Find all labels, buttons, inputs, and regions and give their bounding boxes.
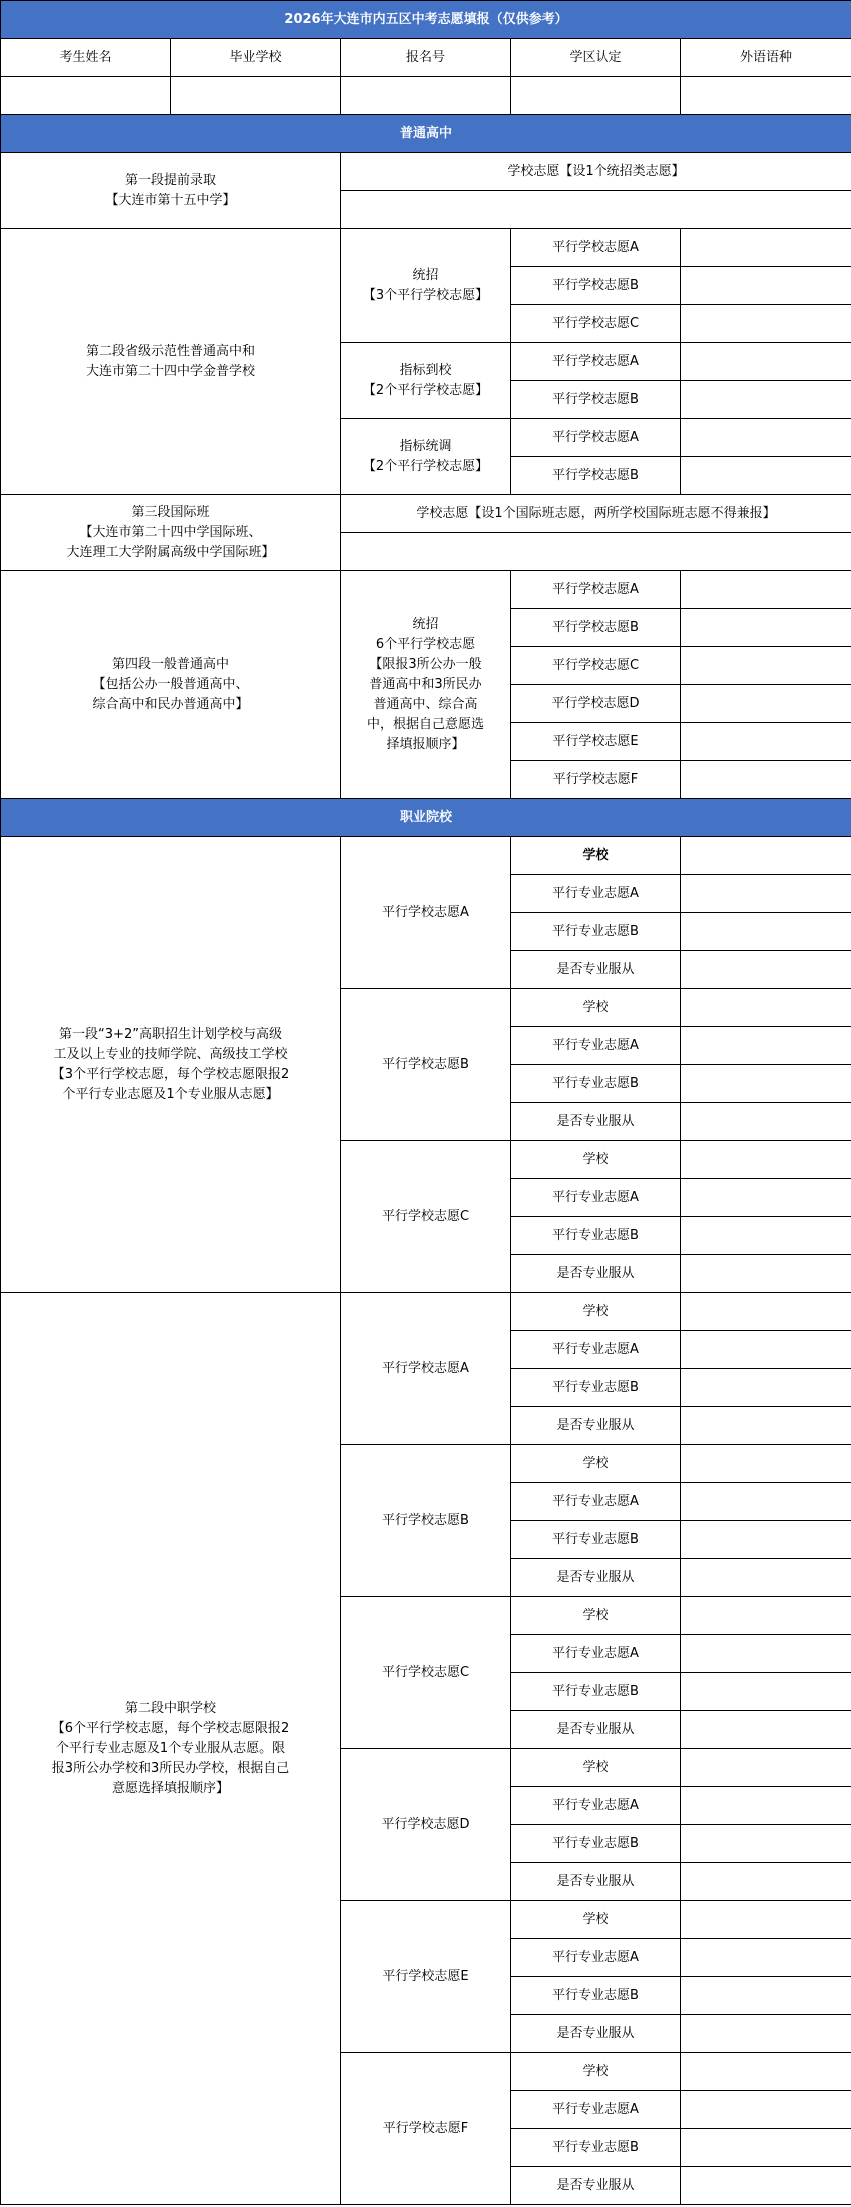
parallel-school-choice-input[interactable] (681, 343, 851, 381)
vocational-field-label: 平行专业志愿A (511, 1027, 681, 1065)
general-stage3-input-cell[interactable] (341, 533, 851, 571)
vocational-field-input[interactable] (681, 2053, 851, 2091)
vocational-field-input[interactable] (681, 1597, 851, 1635)
vocational-field-label: 学校 (511, 837, 681, 875)
general-stage2-group-label: 指标统调 【2个平行学校志愿】 (341, 419, 511, 495)
vocational-field-label: 是否专业服从 (511, 2015, 681, 2053)
vocational-field-input[interactable] (681, 1559, 851, 1597)
vocational-field-input[interactable] (681, 1027, 851, 1065)
vocational-field-label: 是否专业服从 (511, 951, 681, 989)
parallel-school-choice-label: 平行学校志愿B (511, 457, 681, 495)
vocational-field-input[interactable] (681, 1103, 851, 1141)
parallel-school-choice-input[interactable] (681, 647, 851, 685)
parallel-school-choice-input[interactable] (681, 685, 851, 723)
parallel-school-choice-label: 平行学校志愿A (511, 419, 681, 457)
vocational-field-label: 学校 (511, 1749, 681, 1787)
vocational-school-choice-label: 平行学校志愿E (341, 1901, 511, 2053)
vocational-field-label: 平行专业志愿B (511, 2129, 681, 2167)
info-input-row (1, 77, 851, 115)
student-name-cell[interactable] (1, 77, 171, 115)
vocational-field-label: 平行专业志愿A (511, 875, 681, 913)
vocational-field-label: 平行专业志愿A (511, 1635, 681, 1673)
school-district-cell[interactable] (511, 77, 681, 115)
vocational-school-choice-label: 平行学校志愿C (341, 1597, 511, 1749)
vocational-field-label: 平行专业志愿B (511, 1673, 681, 1711)
parallel-school-choice-input[interactable] (681, 609, 851, 647)
vocational-field-input[interactable] (681, 1673, 851, 1711)
registration-number-cell[interactable] (341, 77, 511, 115)
parallel-school-choice-label: 平行学校志愿A (511, 343, 681, 381)
header-school-district: 学区认定 (511, 39, 681, 77)
vocational-field-label: 平行专业志愿A (511, 1939, 681, 1977)
parallel-school-choice-input[interactable] (681, 723, 851, 761)
vocational-field-input[interactable] (681, 1331, 851, 1369)
vocational-stage2-label: 第二段中职学校 【6个平行学校志愿，每个学校志愿限报2 个平行专业志愿及1个专业服从志愿。限 报3所公办学校和3所民办学校，根据自己 意愿选择填报顺序】 (1, 1293, 341, 2205)
vocational-field-input[interactable] (681, 875, 851, 913)
section-header-row (1, 799, 851, 837)
vocational-field-label: 学校 (511, 1901, 681, 1939)
parallel-school-choice-label: 平行学校志愿E (511, 723, 681, 761)
form-title: 2026年大连市内五区中考志愿填报（仅供参考） (1, 1, 851, 39)
general-stage1-input-cell[interactable] (341, 191, 851, 229)
vocational-field-label: 是否专业服从 (511, 1559, 681, 1597)
header-graduate-school: 毕业学校 (171, 39, 341, 77)
vocational-field-label: 是否专业服从 (511, 1103, 681, 1141)
vocational-field-input[interactable] (681, 1635, 851, 1673)
parallel-school-choice-label: 平行学校志愿B (511, 381, 681, 419)
vocational-school-choice-label: 平行学校志愿B (341, 1445, 511, 1597)
parallel-school-choice-input[interactable] (681, 381, 851, 419)
parallel-school-choice-input[interactable] (681, 419, 851, 457)
parallel-school-choice-input[interactable] (681, 229, 851, 267)
vocational-field-input[interactable] (681, 1369, 851, 1407)
vocational-school-choice-label: 平行学校志愿A (341, 1293, 511, 1445)
general-stage1-note: 学校志愿【设1个统招类志愿】 (341, 153, 851, 191)
vocational-field-input[interactable] (681, 1445, 851, 1483)
vocational-field-label: 是否专业服从 (511, 2167, 681, 2205)
parallel-school-choice-input[interactable] (681, 267, 851, 305)
vocational-field-label: 学校 (511, 2053, 681, 2091)
info-header-row (1, 39, 851, 77)
header-foreign-language: 外语语种 (681, 39, 851, 77)
vocational-field-input[interactable] (681, 913, 851, 951)
parallel-school-choice-input[interactable] (681, 571, 851, 609)
vocational-field-label: 平行专业志愿A (511, 1787, 681, 1825)
vocational-field-input[interactable] (681, 1749, 851, 1787)
parallel-school-choice-label: 平行学校志愿A (511, 571, 681, 609)
vocational-field-input[interactable] (681, 1901, 851, 1939)
general-stage3-note: 学校志愿【设1个国际班志愿，两所学校国际班志愿不得兼报】 (341, 495, 851, 533)
general-stage2-row (1, 229, 851, 267)
vocational-field-label: 平行专业志愿B (511, 1521, 681, 1559)
vocational-field-label: 是否专业服从 (511, 1863, 681, 1901)
parallel-school-choice-input[interactable] (681, 305, 851, 343)
vocational-field-input[interactable] (681, 1711, 851, 1749)
header-student-name: 考生姓名 (1, 39, 171, 77)
general-stage2-label: 第二段省级示范性普通高中和 大连市第二十四中学金普学校 (1, 229, 341, 495)
vocational-stage1-label: 第一段“3+2”高职招生计划学校与高级 工及以上专业的技师学院、高级技工学校 【3个平行学校志愿，每个学校志愿限报2 个平行专业志愿及1个专业服从志愿】 (1, 837, 341, 1293)
vocational-field-input[interactable] (681, 1483, 851, 1521)
vocational-field-input[interactable] (681, 989, 851, 1027)
vocational-field-label: 学校 (511, 989, 681, 1027)
vocational-field-label: 是否专业服从 (511, 1711, 681, 1749)
general-stage2-group-label: 指标到校 【2个平行学校志愿】 (341, 343, 511, 419)
vocational-field-label: 平行专业志愿B (511, 1369, 681, 1407)
parallel-school-choice-input[interactable] (681, 761, 851, 799)
vocational-field-input[interactable] (681, 1977, 851, 2015)
parallel-school-choice-label: 平行学校志愿C (511, 305, 681, 343)
general-stage3-row (1, 495, 851, 533)
vocational-field-input[interactable] (681, 1939, 851, 1977)
general-stage2-group-label: 统招 【3个平行学校志愿】 (341, 229, 511, 343)
header-registration-number: 报名号 (341, 39, 511, 77)
vocational-field-input[interactable] (681, 1787, 851, 1825)
vocational-field-input[interactable] (681, 1217, 851, 1255)
vocational-field-label: 平行专业志愿A (511, 2091, 681, 2129)
graduate-school-cell[interactable] (171, 77, 341, 115)
vocational-stage2-row (1, 1293, 851, 1331)
general-stage4-row (1, 571, 851, 609)
vocational-field-label: 平行专业志愿A (511, 1179, 681, 1217)
general-stage1-row (1, 153, 851, 191)
parallel-school-choice-label: 平行学校志愿A (511, 229, 681, 267)
vocational-school-choice-label: 平行学校志愿D (341, 1749, 511, 1901)
vocational-field-label: 平行专业志愿B (511, 1065, 681, 1103)
parallel-school-choice-input[interactable] (681, 457, 851, 495)
parallel-school-choice-label: 平行学校志愿D (511, 685, 681, 723)
vocational-field-label: 平行专业志愿B (511, 1977, 681, 2015)
vocational-field-input[interactable] (681, 2015, 851, 2053)
vocational-field-label: 平行专业志愿B (511, 1825, 681, 1863)
parallel-school-choice-label: 平行学校志愿B (511, 609, 681, 647)
vocational-field-input[interactable] (681, 1179, 851, 1217)
vocational-school-choice-label: 平行学校志愿C (341, 1141, 511, 1293)
vocational-field-input[interactable] (681, 1293, 851, 1331)
general-stage1-label: 第一段提前录取 【大连市第十五中学】 (1, 153, 341, 229)
vocational-school-choice-label: 平行学校志愿A (341, 837, 511, 989)
vocational-field-input[interactable] (681, 2167, 851, 2205)
title-row (1, 1, 851, 39)
vocational-field-label: 学校 (511, 1293, 681, 1331)
section-general-high-school: 普通高中 (1, 115, 851, 153)
vocational-field-label: 平行专业志愿A (511, 1483, 681, 1521)
vocational-field-label: 是否专业服从 (511, 1255, 681, 1293)
vocational-field-input[interactable] (681, 1825, 851, 1863)
vocational-field-input[interactable] (681, 1255, 851, 1293)
vocational-field-label: 平行专业志愿A (511, 1331, 681, 1369)
general-stage4-label: 第四段一般普通高中 【包括公办一般普通高中、 综合高中和民办普通高中】 (1, 571, 341, 799)
foreign-language-cell[interactable] (681, 77, 851, 115)
parallel-school-choice-label: 平行学校志愿C (511, 647, 681, 685)
general-stage4-group-label: 统招 6个平行学校志愿 【限报3所公办一般 普通高中和3所民办 普通高中、综合高 中，根据自己意愿选 择填报顺序】 (341, 571, 511, 799)
vocational-field-input[interactable] (681, 951, 851, 989)
vocational-field-label: 学校 (511, 1141, 681, 1179)
parallel-school-choice-label: 平行学校志愿F (511, 761, 681, 799)
section-header-row (1, 115, 851, 153)
vocational-field-label: 学校 (511, 1445, 681, 1483)
section-vocational-school: 职业院校 (1, 799, 851, 837)
vocational-stage1-row (1, 837, 851, 875)
vocational-field-label: 平行专业志愿B (511, 913, 681, 951)
general-stage3-label: 第三段国际班 【大连市第二十四中学国际班、 大连理工大学附属高级中学国际班】 (1, 495, 341, 571)
vocational-field-input[interactable] (681, 1065, 851, 1103)
vocational-field-label: 平行专业志愿B (511, 1217, 681, 1255)
vocational-field-input[interactable] (681, 1521, 851, 1559)
vocational-school-choice-label: 平行学校志愿F (341, 2053, 511, 2205)
vocational-field-input[interactable] (681, 1407, 851, 1445)
vocational-field-label: 是否专业服从 (511, 1407, 681, 1445)
parallel-school-choice-label: 平行学校志愿B (511, 267, 681, 305)
vocational-field-input[interactable] (681, 2091, 851, 2129)
vocational-school-choice-label: 平行学校志愿B (341, 989, 511, 1141)
vocational-field-input[interactable] (681, 2129, 851, 2167)
vocational-field-input[interactable] (681, 837, 851, 875)
vocational-field-input[interactable] (681, 1863, 851, 1901)
vocational-field-input[interactable] (681, 1141, 851, 1179)
vocational-field-label: 学校 (511, 1597, 681, 1635)
